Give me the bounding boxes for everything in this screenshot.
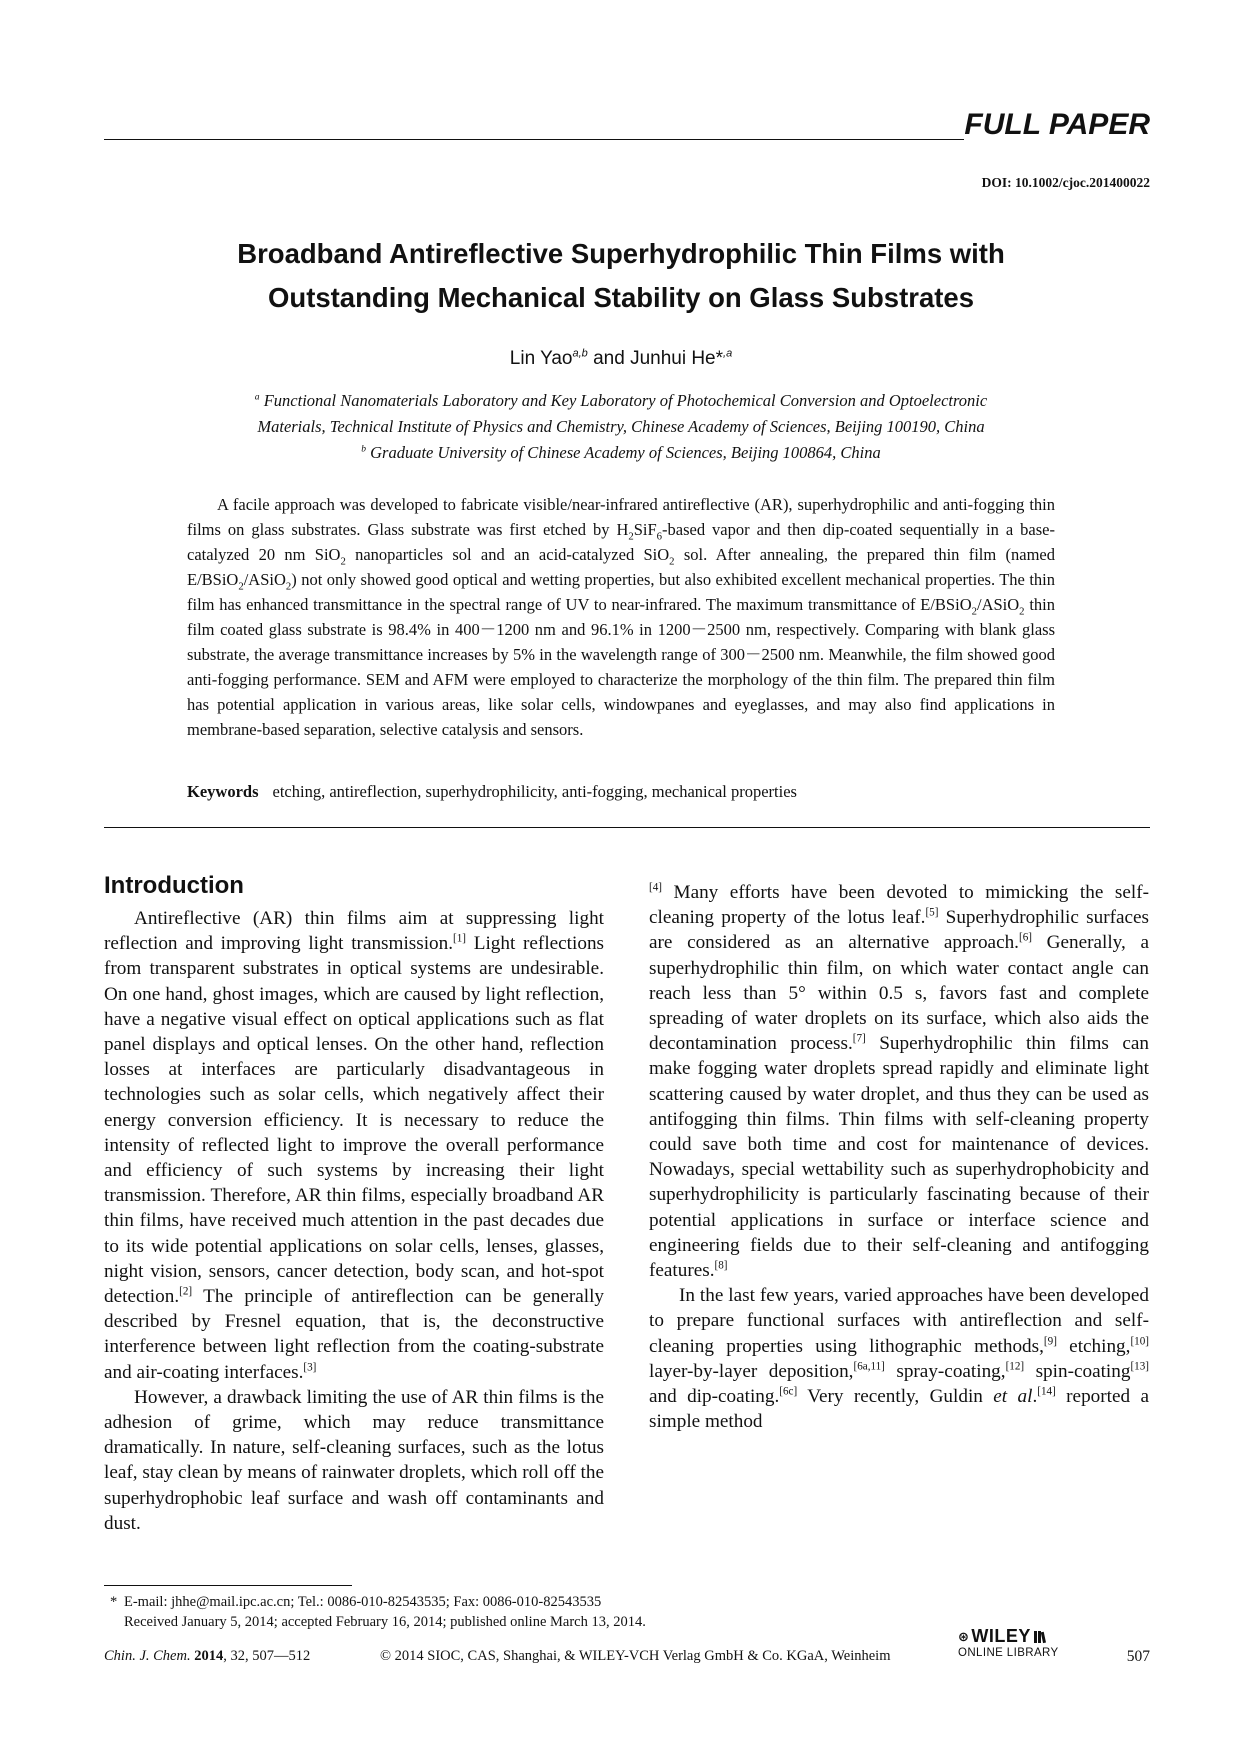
affiliations [104,388,1138,466]
citation[interactable]: [2] [179,1285,193,1298]
citation[interactable]: [6a,11] [853,1360,885,1373]
subscript: 2 [971,605,977,618]
abstract-text: sol. After annealing, the prepared thin film (named E/BSiO [187,545,1055,589]
citation[interactable]: [3] [303,1361,317,1374]
et-al: et al [993,1386,1033,1408]
affiliation-a-mark: a [254,391,260,403]
abstract-text: nanoparticles sol and an acid-catalyzed SiO [345,545,670,564]
affiliation-b-mark: b [361,443,366,455]
paragraph-2-continued [649,880,1149,1283]
footnote-contact[interactable]: E-mail: jhhe@mail.ipc.ac.cn; Tel.: 0086-010-82543535; Fax: 0086-010-82543535 [124,1594,602,1610]
body-text: spray-coating, [884,1360,1006,1382]
column-right [649,880,1149,1434]
citation[interactable]: [10] [1130,1335,1149,1348]
citation[interactable]: [8] [714,1259,728,1272]
abstract-text: thin film coated glass substrate is 98.4% in 400－1200 nm and 96.1% in 1200－2500 nm, respectively. Comparing with blank glass substrate, the average transmittance increases by 5% in the wavelength range of 300－2500 nm. Meanwhile, the film showed good anti-fogging performance. SEM and AFM were employed to characterize the morphology of the thin film. The prepared thin film has potential application in various areas, like solar cells, windowpanes and eyeglasses, and may also find applications in membrane-based separation, selective catalysis and sensors. [187,595,1055,739]
wiley-wordmark: WILEY [971,1626,1031,1646]
title-line-2: Outstanding Mechanical Stability on Glass Substrates [268,282,974,313]
author-2-affil: ,a [723,347,733,360]
keywords-label: Keywords [187,782,259,801]
footnote-rule [104,1585,352,1586]
subscript: 2 [669,555,675,568]
affiliation-b [104,440,1138,466]
wiley-logo[interactable] [958,1626,1068,1659]
subscript: 2 [628,530,634,543]
body-text: In the last few years, varied approaches have been developed to prepare functional surfaces with antireflection and self-cleaning properties using lithographic methods, [649,1285,1149,1357]
section-label: FULL PAPER [964,108,1150,141]
author-2[interactable]: Junhui He* [630,348,724,369]
abstract-rule [104,827,1150,828]
author-1-affil: a,b [572,347,588,360]
paragraph-1 [104,906,604,1385]
body-text: . [1032,1386,1038,1408]
keywords-text: etching, antireflection, superhydrophilicity, anti-fogging, mechanical properties [272,782,797,801]
body-text: Superhydrophilic surfaces are considered as an alternative approach. [649,907,1149,954]
body-text: etching, [1056,1335,1131,1357]
authors [104,348,1138,370]
body-text: reported a simple method [649,1386,1149,1433]
book-icon [1033,1629,1049,1645]
body-text: Generally, a superhydrophilic thin film, on which water contact angle can reach less than 5° within 0.5 s, favors fast and complete spreading of water droplets on its surface, which also aids the decontamination process. [649,932,1149,1055]
journal-volume-pages: , 32, 507—512 [223,1648,311,1664]
body-text: Light reflections from transparent substrates in optical systems are undesirable. On one hand, ghost images, which are caused by light reflection, have a negative visual effect on optical applications such as flat panel displays and optical lenses. On the other hand, reflection losses at interfaces are particularly disadvantageous in technologies such as solar cells, which negatively affect their energy conversion efficiency. It is necessary to reduce the intensity of reflected light to improve the overall performance and efficiency of such systems by increasing their light transmission. Therefore, AR thin films, especially broadband AR thin films, have received much attention in the past decades due to its wide potential applications on solar cells, lenses, glasses, night vision, sensors, cancer detection, body scan, and hot-spot detection. [104,933,605,1308]
affiliation-b-text: Graduate University of Chinese Academy of Sciences, Beijing 100864, China [370,443,881,462]
body-text: Superhydrophilic thin films can make fogging water droplets spread rapidly and eliminate light scattering caused by water droplet, and thus they can be used as antifogging thin films. Thin films with self-cleaning property could save both time and cost for maintenance of devices. Nowadays, special wettability such as superhydrophobicity and superhydrophilicity is particularly fascinating because of their potential applications in surface or interface science and engineering fields due to their self-cleaning and antifogging features. [649,1033,1149,1282]
affiliation-a-line-2: Materials, Technical Institute of Physics and Chemistry, Chinese Academy of Sciences, Beijing 100190, China [257,417,985,436]
subscript: 2 [1019,605,1025,618]
abstract-text: /ASiO [243,570,286,589]
affiliation-a-line-1 [104,388,1138,414]
subscript: 2 [285,580,292,593]
journal-name: Chin. J. Chem. [104,1648,191,1664]
citation[interactable]: [6c] [779,1385,798,1398]
subscript: 2 [238,580,244,593]
abstract-text: /ASiO [976,595,1020,614]
body-text: Many efforts have been devoted to mimicking the self-cleaning property of the lotus leaf. [649,882,1149,929]
wiley-w-icon: ⊛ [958,1628,970,1644]
body-text: spin-coating [1024,1360,1131,1382]
abstract [187,492,1055,742]
abstract-text: ) not only showed good optical and wetting properties, but also exhibited excellent mechanical properties. The thin film has enhanced transmittance in the spectral range of UV to near-infrared. The maximum transmittance of E/BSiO [187,570,1055,614]
citation[interactable]: [7] [852,1032,866,1045]
footnote-dates: Received January 5, 2014; accepted February 16, 2014; published online March 13, 2014. [124,1614,646,1630]
citation[interactable]: [5] [925,906,939,919]
subscript: 2 [340,555,346,568]
body-text: Antireflective (AR) thin films aim at suppressing light reflection and improving light transmission. [104,908,604,955]
abstract-text: -based vapor and then dip-coated sequentially in a base-catalyzed 20 nm SiO [187,520,1055,564]
title-line-1: Broadband Antireflective Superhydrophilic Thin Films with [237,238,1005,269]
doi[interactable]: DOI: 10.1002/cjoc.201400022 [981,175,1150,190]
page-number: 507 [1126,1648,1150,1665]
header-rule [104,139,964,140]
abstract-text: A facile approach was developed to fabricate visible/near-infrared antireflective (AR), superhydrophilic and anti-fogging thin films on glass substrates. Glass substrate was first etched by H [187,495,1055,539]
keywords [187,782,1055,802]
journal-year: 2014 [194,1648,224,1664]
column-left [104,906,604,1536]
citation[interactable]: [6] [1018,932,1032,945]
paragraph-2 [104,1385,604,1536]
authors-conjunction: and [587,348,631,369]
subscript: 6 [656,530,663,543]
body-text: However, a drawback limiting the use of AR thin films is the adhesion of grime, which may reduce transmittance dramatically. In nature, self-cleaning surfaces, such as the lotus leaf, stay clean by means of rainwater droplets, which roll off the superhydrophobic leaf surface and wash off contaminants and dust. [104,1386,604,1534]
body-text: layer-by-layer deposition, [649,1360,854,1382]
abstract-text: SiF [633,520,657,539]
body-text: Very recently, Guldin [797,1386,994,1408]
section-heading-introduction: Introduction [104,872,244,899]
footer-copyright: © 2014 SIOC, CAS, Shanghai, & WILEY-VCH Verlag GmbH & Co. KGaA, Weinheim [380,1648,891,1664]
citation[interactable]: [9] [1043,1335,1057,1348]
wiley-subtitle: ONLINE LIBRARY [958,1647,1059,1659]
citation[interactable]: [4] [649,881,662,894]
author-1[interactable]: Lin Yao [509,348,573,369]
citation[interactable]: [1] [453,932,467,945]
footnote-marker: * [110,1594,118,1610]
affiliation-a-text-1: Functional Nanomaterials Laboratory and Key Laboratory of Photochemical Conversion and Optoelectronic [263,391,988,410]
body-text: The principle of antireflection can be generally described by Fresnel equation, that is, the deconstructive interference between light reflection from the coating-substrate and air-coating interfaces. [104,1286,604,1383]
citation[interactable]: [13] [1130,1360,1149,1373]
paragraph-3 [649,1283,1149,1434]
footer-citation [104,1648,310,1665]
body-text: and dip-coating. [649,1386,780,1408]
paper-title [104,232,1138,320]
footnote [110,1592,646,1632]
citation[interactable]: [14] [1037,1385,1056,1398]
citation[interactable]: [12] [1005,1360,1025,1373]
